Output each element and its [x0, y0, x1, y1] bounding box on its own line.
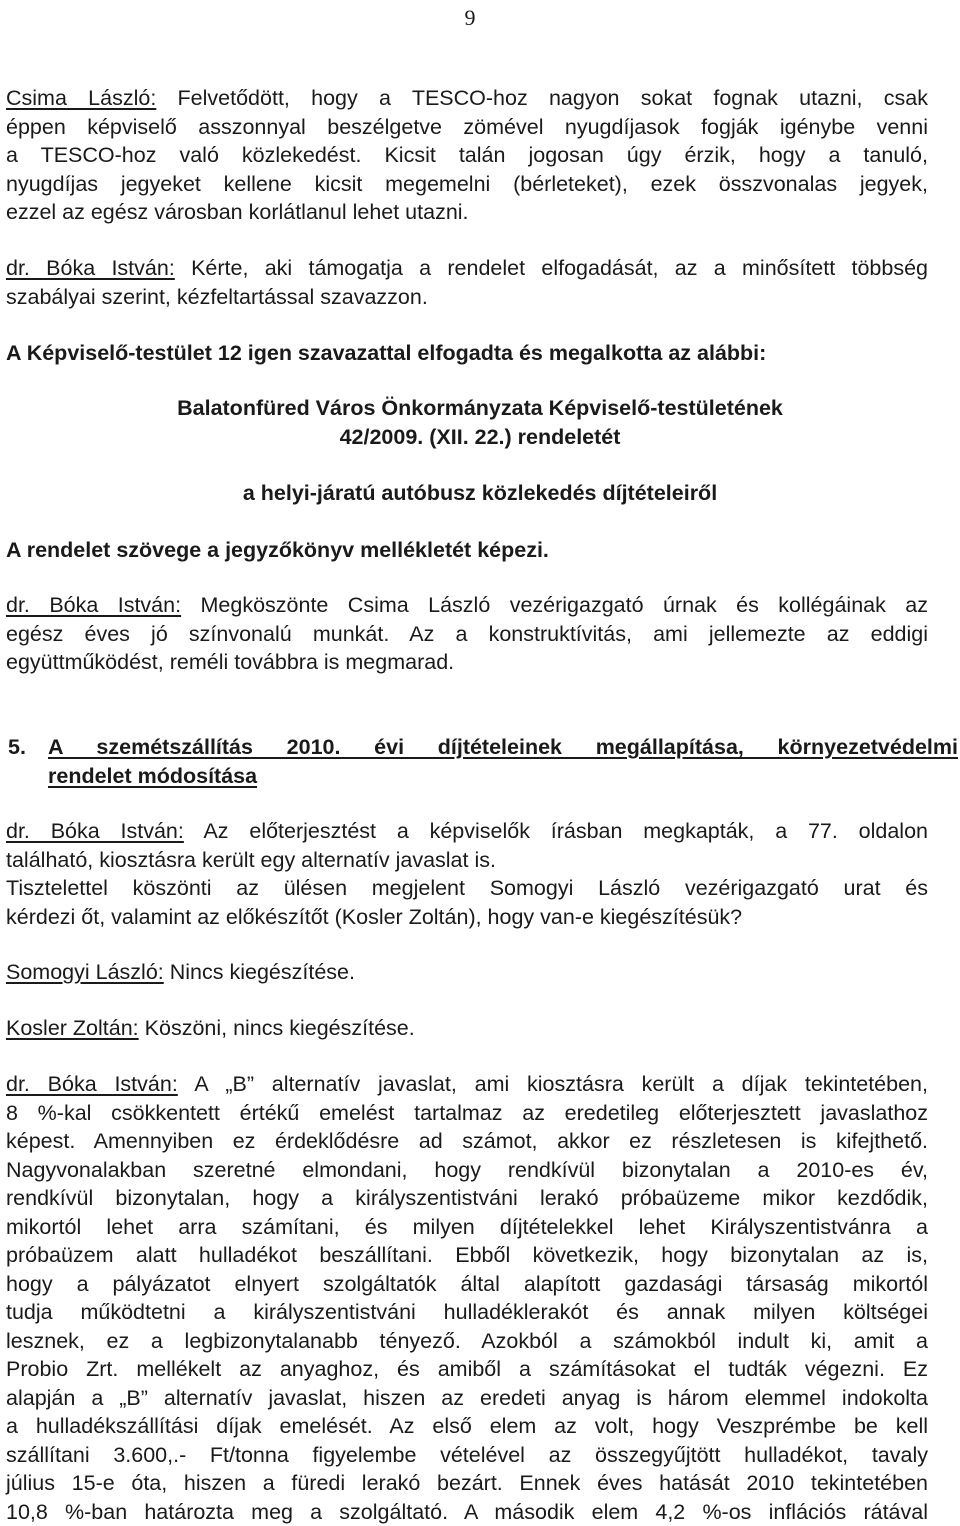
section-heading: 5. A szemétszállítás 2010. évi díjtételeinek megállapítása, környezetvédelmi rendelet módosítása: [8, 735, 958, 788]
speaker-name: dr. Bóka István:: [6, 256, 175, 280]
speaker-name: Somogyi László:: [6, 960, 164, 984]
ordinance-subject: a helyi-járatú autóbusz közlekedés díjtételeiről: [242, 481, 718, 505]
paragraph-somogyi: Somogyi László: Nincs kiegészítése.: [6, 960, 355, 984]
paragraph-boka-4: dr. Bóka István: A „B” alternatív javaslat, ami kiosztásra került a díjak tekintetében, 8 %-kal csökkentett értékű emelést tartalmaz az eredetileg előterjesztett javaslathoz képest. Amennyiben ez érdeklődésre ad számot, akkor ez részletesen is kifejthető. Nagyvonalakban szeretné elmondani, hogy rendkívül bizonytalan a 2010-es év, rendkívül bizonytalan, hogy a királyszentistváni lerakó próbaüzeme mikor kezdődik, mikortól lehet arra számítani, és milyen díjtételekkel lehet Királyszentistvánra a próbaüzem alatt hulladékot beszállítani. Ebből következik, hogy bizonytalan az is, hogy a pályázatot elnyert szolgáltatók által alapított gazdasági társaság mikortól tudja működtetni a királyszentistváni hulladéklerakót és annak milyen költségei lesznek, ez a legbizonytalanabb tényező. Azokból a számokból indult ki, amit a Probio Zrt. mellékelt az anyaghoz, és amiből a számításokat el tudták végezni. Ez alapján a „B” alternatív javaslat, hiszen az eredeti anyag is három elemmel indokolta a hulladékszállítási díjak emelését. Az első elem az volt, hogy Veszprémbe be kell szállítani 3.600,.- Ft/tonna figyelembe vételével az összegyűjtött hulladékot, tavaly július 15-e óta, hiszen a füredi lerakó bezárt. Ennek éves hatását 2010 tekintetében 10,8 %-ban határozta meg a szolgáltató. A második elem 4,2 %-os inflációs rátával: [6, 1072, 928, 1524]
ordinance-title: Balatonfüred Város Önkormányzata Képviselő-testületének 42/2009. (XII. 22.) rendeletét: [177, 396, 783, 449]
speaker-name: dr. Bóka István:: [6, 1072, 178, 1096]
resolution-statement: A Képviselő-testület 12 igen szavazattal elfogadta és megalkotta az alábbi:: [6, 341, 767, 365]
paragraph-boka-1: dr. Bóka István: Kérte, aki támogatja a rendelet elfogadását, az a minősített többség szabályai szerint, kézfeltartással szavazzon.: [6, 256, 928, 309]
speaker-name: Csima László:: [6, 86, 157, 110]
paragraph-csima: Csima László: Felvetődött, hogy a TESCO-hoz nagyon sokat fognak utazni, csak éppen képviselő asszonnyal beszélgetve zömével nyugdíjasok fogják igénybe venni a TESCO-hoz való közlekedést. Kicsit talán jogosan úgy érzik, hogy a tanuló, nyugdíjas jegyeket kellene kicsit megemelni (bérleteket), ezek összvonalas jegyek, ezzel az egész városban korlátlanul lehet utazni.: [6, 86, 928, 224]
speaker-name: Kosler Zoltán:: [6, 1016, 139, 1040]
page-number: 9: [464, 5, 476, 30]
paragraph-boka-3: dr. Bóka István: Az előterjesztést a képviselők írásban megkapták, a 77. oldalon található, kiosztásra került egy alternatív javaslat is. Tisztelettel köszönti az ülésen megjelent Somogyi László vezérigazgató urat és kérdezi őt, valamint az előkészítőt (Kosler Zoltán), hogy van-e kiegészítésük?: [6, 819, 928, 929]
paragraph-boka-2: dr. Bóka István: Megköszönte Csima László vezérigazgató úrnak és kollégáinak az egész éves jó színvonalú munkát. Az a konstruktívitás, ami jellemezte az eddigi együttműködést, reméli továbbra is megmarad.: [6, 593, 928, 674]
speaker-name: dr. Bóka István:: [6, 593, 182, 617]
speaker-name: dr. Bóka István:: [6, 819, 184, 843]
paragraph-kosler: Kosler Zoltán: Köszöni, nincs kiegészítése.: [6, 1016, 415, 1040]
ordinance-annex-note: A rendelet szövege a jegyzőkönyv mellékletét képezi.: [6, 538, 549, 562]
